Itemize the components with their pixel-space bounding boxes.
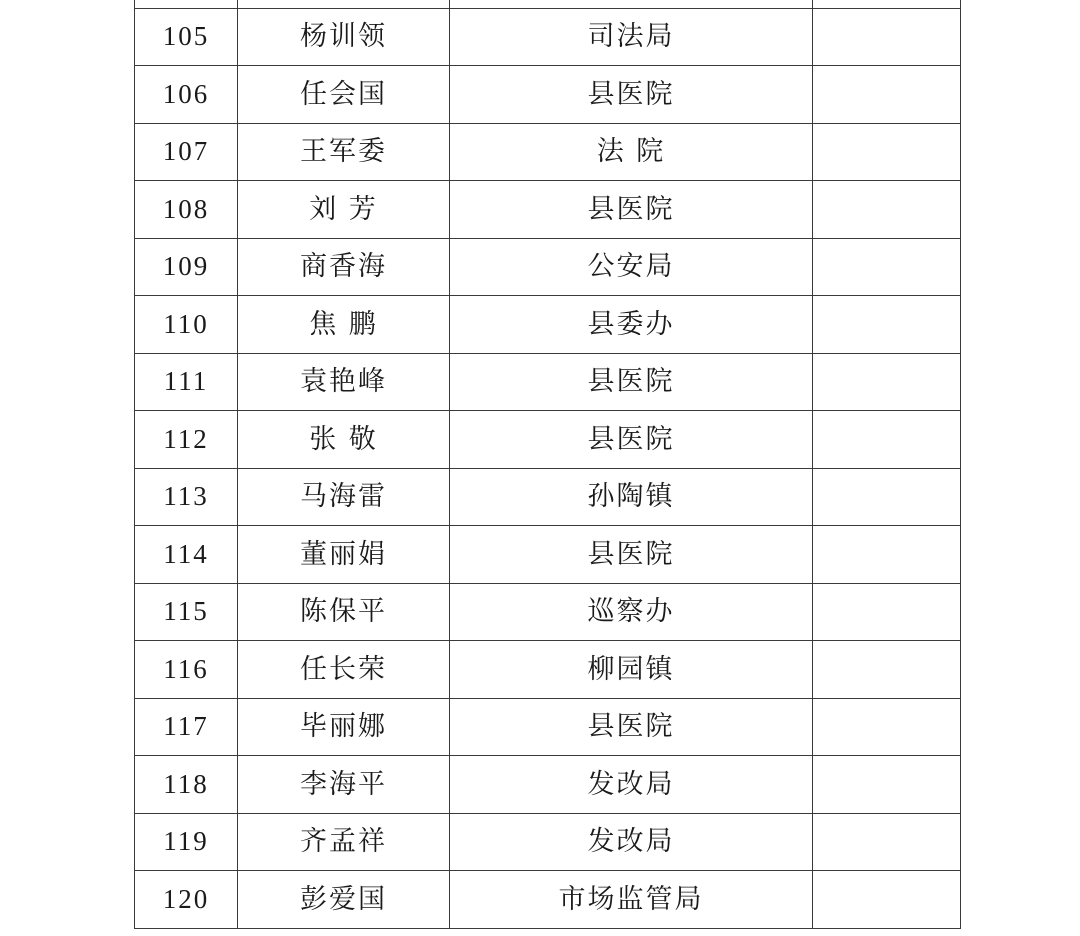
cell-unit: 孙陶镇 [450, 468, 813, 526]
cell-unit: 发改局 [450, 756, 813, 814]
cell-number: 105 [135, 8, 238, 66]
cell-number: 109 [135, 238, 238, 296]
cell-number: 118 [135, 756, 238, 814]
cell-number: 114 [135, 526, 238, 584]
cell-note [813, 181, 961, 239]
cell-note [813, 8, 961, 66]
cell-number: 113 [135, 468, 238, 526]
cell-note [813, 353, 961, 411]
cell-unit: 市场监管局 [450, 871, 813, 929]
cell-number: 110 [135, 296, 238, 354]
cell-name: 张 敬 [238, 411, 450, 469]
table-row [135, 756, 961, 814]
cell-number: 119 [135, 813, 238, 871]
cell-note [813, 296, 961, 354]
cell-note [813, 526, 961, 584]
table-row [135, 871, 961, 929]
cell-note [813, 238, 961, 296]
table-row [135, 296, 961, 354]
table-row [135, 698, 961, 756]
cell-name: 任长荣 [238, 641, 450, 699]
cell-note [813, 583, 961, 641]
cell-unit: 发改局 [450, 813, 813, 871]
cell-unit: 县医院 [450, 411, 813, 469]
cell-number: 112 [135, 411, 238, 469]
cell-number: 106 [135, 66, 238, 124]
cell-unit: 县委办 [450, 296, 813, 354]
cell-unit: 公安局 [450, 238, 813, 296]
cell-unit: 柳园镇 [450, 641, 813, 699]
cell-note [813, 641, 961, 699]
cell-name: 焦 鹏 [238, 296, 450, 354]
cell-name: 商香海 [238, 238, 450, 296]
table-row [135, 8, 961, 66]
table-row [135, 66, 961, 124]
roster-table [134, 0, 961, 929]
cell-name: 齐孟祥 [238, 813, 450, 871]
cell-unit: 法 院 [450, 123, 813, 181]
cell-name: 彭爱国 [238, 871, 450, 929]
cell-name: 李海平 [238, 756, 450, 814]
table-row [135, 583, 961, 641]
cell-name: 袁艳峰 [238, 353, 450, 411]
cell-unit: 县医院 [450, 181, 813, 239]
cell-number [135, 0, 238, 8]
cell-unit: 县医院 [450, 66, 813, 124]
table-row [135, 0, 961, 8]
cell-number: 120 [135, 871, 238, 929]
table-row [135, 526, 961, 584]
table-row [135, 468, 961, 526]
cell-unit [450, 0, 813, 8]
cell-number: 116 [135, 641, 238, 699]
cell-unit: 县医院 [450, 353, 813, 411]
cell-name: 陈保平 [238, 583, 450, 641]
table-row [135, 813, 961, 871]
cell-name: 任会国 [238, 66, 450, 124]
cell-note [813, 66, 961, 124]
cell-unit: 司法局 [450, 8, 813, 66]
cell-note [813, 411, 961, 469]
cell-number: 107 [135, 123, 238, 181]
cell-note [813, 871, 961, 929]
cell-number: 108 [135, 181, 238, 239]
cell-number: 117 [135, 698, 238, 756]
table-row [135, 123, 961, 181]
cell-name: 马海雷 [238, 468, 450, 526]
cell-unit: 县医院 [450, 698, 813, 756]
cell-number: 111 [135, 353, 238, 411]
table-row [135, 353, 961, 411]
cell-name: 董丽娟 [238, 526, 450, 584]
cell-number: 115 [135, 583, 238, 641]
cell-unit: 巡察办 [450, 583, 813, 641]
cell-note [813, 0, 961, 8]
cell-note [813, 698, 961, 756]
cell-name: 毕丽娜 [238, 698, 450, 756]
cell-name: 王军委 [238, 123, 450, 181]
cell-note [813, 123, 961, 181]
table-row [135, 411, 961, 469]
cell-unit: 县医院 [450, 526, 813, 584]
cell-name: 刘 芳 [238, 181, 450, 239]
cell-name [238, 0, 450, 8]
cell-name: 杨训领 [238, 8, 450, 66]
table-row [135, 238, 961, 296]
cell-note [813, 813, 961, 871]
cell-note [813, 756, 961, 814]
table-row [135, 181, 961, 239]
table-row [135, 641, 961, 699]
cell-note [813, 468, 961, 526]
